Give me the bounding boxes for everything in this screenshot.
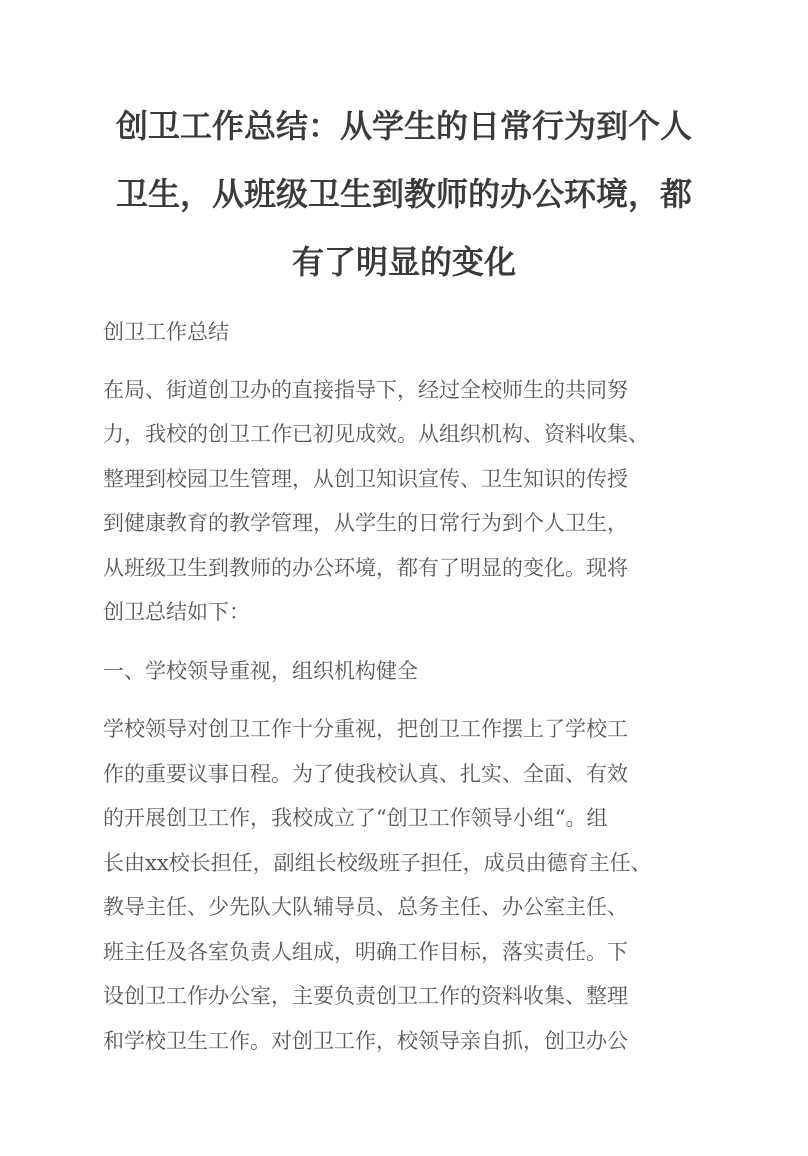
paragraph-line: 创卫总结如下：: [103, 600, 250, 624]
paragraph-line: 长由xx校长担任，副组长校级班子担任，成员由德育主任、: [103, 850, 652, 875]
subtitle-text: 创卫工作总结: [103, 320, 229, 344]
paragraph-line: 设创卫工作办公室，主要负责创卫工作的资料收集、整理: [103, 984, 628, 1008]
paragraph-line: 教导主任、少先队大队辅导员、总务主任、办公室主任、: [103, 895, 628, 919]
paragraph-line: 的开展创卫工作，我校成立了“创卫工作领导小组“。组: [103, 806, 608, 830]
paragraph-line: 在局、街道创卫办的直接指导下，经过全校师生的共同努: [103, 377, 628, 402]
paragraph-line: 和学校卫生工作。对创卫工作，校领导亲自抓，创卫办公: [103, 1028, 628, 1053]
title-line: 卫生，从班级卫生到教师的办公环境，都: [115, 175, 692, 213]
title-line: 创卫工作总结：从学生的日常行为到个人: [115, 107, 692, 145]
paragraph-line: 作的重要议事日程。为了使我校认真、扎实、全面、有效: [103, 761, 628, 786]
paragraph-line: 到健康教育的教学管理，从学生的日常行为到个人卫生，: [103, 511, 628, 535]
section-heading-text: 一、学校领导重视，组织机构健全: [103, 658, 418, 683]
section-paragraph: [103, 707, 743, 1063]
document-body: [103, 310, 743, 1063]
section-heading: [103, 649, 743, 694]
document-title: [0, 92, 808, 296]
intro-paragraph: [103, 368, 743, 635]
paragraph-line: 班主任及各室负责人组成，明确工作目标，落实责任。下: [103, 939, 628, 964]
title-line: 有了明显的变化: [291, 243, 516, 281]
paragraph-line: 从班级卫生到教师的办公环境，都有了明显的变化。现将: [103, 555, 628, 580]
paragraph-line: 学校领导对创卫工作十分重视，把创卫工作摆上了学校工: [103, 717, 628, 741]
subtitle: [103, 310, 743, 355]
paragraph-line: 整理到校园卫生管理，从创卫知识宣传、卫生知识的传授: [103, 466, 628, 491]
paragraph-line: 力，我校的创卫工作已初见成效。从组织机构、资料收集、: [103, 422, 649, 446]
